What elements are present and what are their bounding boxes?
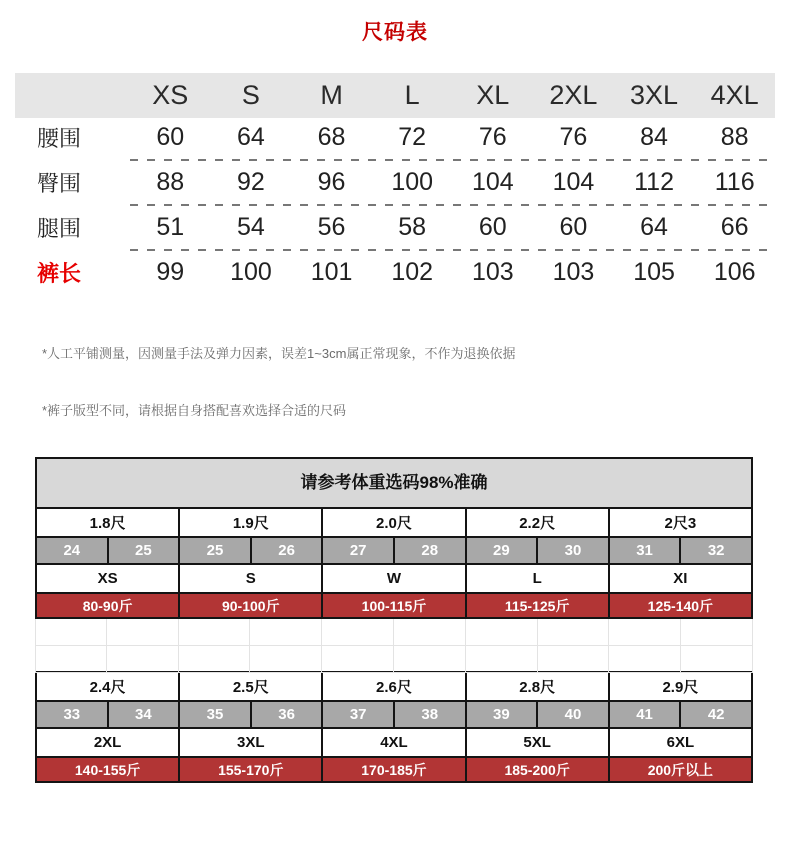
chi-size-cell: 2尺3 xyxy=(609,508,752,537)
size-value-cell: 56 xyxy=(317,212,346,241)
size-value-cell: 103 xyxy=(552,257,595,286)
chi-size-cell: 2.6尺 xyxy=(322,672,465,701)
size-column-header: S xyxy=(241,80,260,110)
inch-size-cell: 39 xyxy=(466,701,538,728)
weight-table-gap-grid xyxy=(35,619,753,673)
empty-grid-cell xyxy=(107,646,179,673)
weight-range-row xyxy=(36,757,752,782)
dashed-separator xyxy=(15,246,775,253)
empty-grid-cell xyxy=(466,646,538,673)
chi-size-cell: 2.9尺 xyxy=(609,672,752,701)
chi-size-cell: 2.5尺 xyxy=(179,672,322,701)
size-value-cell: 101 xyxy=(310,257,353,286)
empty-grid-cell xyxy=(609,619,681,646)
size-table-header-row xyxy=(15,73,775,118)
size-row-label: 裤长 xyxy=(37,260,82,286)
weight-block-large-sizes xyxy=(35,671,753,783)
note-measurement-tolerance: *人工平铺测量，因测量手法及弹力因素，误差1~3cm属正常现象，不作为退换依据 xyxy=(42,346,516,361)
size-table-row xyxy=(15,208,775,246)
chi-size-cell: 1.9尺 xyxy=(179,508,322,537)
size-column-header: 3XL xyxy=(630,80,679,110)
size-value-cell: 103 xyxy=(471,257,514,286)
weight-block-table xyxy=(35,671,753,783)
inch-size-cell: 25 xyxy=(108,537,180,564)
size-table-row xyxy=(15,163,775,201)
page-title: 尺码表 xyxy=(362,21,428,44)
size-value-cell: 112 xyxy=(634,167,674,196)
size-value-cell: 116 xyxy=(714,167,755,196)
letter-size-cell: XI xyxy=(609,564,752,593)
size-value-cell: 64 xyxy=(640,212,668,241)
size-value-cell: 104 xyxy=(552,167,595,196)
letter-size-cell: 5XL xyxy=(466,728,609,757)
empty-grid-cell xyxy=(250,646,322,673)
weight-range-cell: 140-155斤 xyxy=(36,757,179,782)
size-value-cell: 105 xyxy=(633,257,675,286)
size-value-cell: 84 xyxy=(640,122,668,151)
letter-size-cell: S xyxy=(179,564,322,593)
empty-grid-cell xyxy=(394,646,466,673)
empty-grid-cell xyxy=(35,646,107,673)
size-table-row xyxy=(15,118,775,156)
empty-grid-cell xyxy=(466,619,538,646)
inch-size-cell: 27 xyxy=(322,537,394,564)
weight-range-cell: 80-90斤 xyxy=(36,593,179,618)
inch-size-cell: 40 xyxy=(537,701,609,728)
size-row-label: 腿围 xyxy=(37,215,82,241)
letter-size-cell: XS xyxy=(36,564,179,593)
inch-size-cell: 41 xyxy=(609,701,681,728)
letter-size-cell: 4XL xyxy=(322,728,465,757)
size-column-header: M xyxy=(320,80,343,110)
chi-size-cell: 2.2尺 xyxy=(466,508,609,537)
size-value-cell: 64 xyxy=(237,122,265,151)
weight-block-table xyxy=(35,507,753,619)
dashed-separator xyxy=(15,156,775,163)
size-table-corner-cell xyxy=(15,73,130,118)
notes-section xyxy=(42,343,790,419)
inch-size-cell: 26 xyxy=(251,537,323,564)
empty-grid-cell xyxy=(179,619,251,646)
size-value-cell: 100 xyxy=(391,167,434,196)
inch-size-cell: 34 xyxy=(108,701,180,728)
size-value-cell: 96 xyxy=(317,167,346,196)
weight-range-row xyxy=(36,593,752,618)
inch-size-cell: 31 xyxy=(609,537,681,564)
size-column-header: 2XL xyxy=(549,80,598,110)
empty-grid-cell xyxy=(250,619,322,646)
weight-range-cell: 125-140斤 xyxy=(609,593,752,618)
size-column-header: XS xyxy=(152,80,189,110)
empty-grid-cell xyxy=(107,619,179,646)
inch-size-row xyxy=(36,537,752,564)
size-column-header: 4XL xyxy=(710,80,759,110)
weight-range-cell: 200斤以上 xyxy=(609,757,752,782)
empty-grid-cell xyxy=(538,619,610,646)
size-value-cell: 106 xyxy=(713,257,756,286)
weight-block-small-sizes xyxy=(35,507,753,619)
weight-range-cell: 185-200斤 xyxy=(466,757,609,782)
empty-grid-cell xyxy=(538,646,610,673)
size-value-cell: 51 xyxy=(156,212,185,241)
letter-size-cell: 6XL xyxy=(609,728,752,757)
weight-range-cell: 100-115斤 xyxy=(322,593,465,618)
size-value-cell: 68 xyxy=(317,122,346,151)
size-chart-page xyxy=(0,16,790,783)
weight-range-cell: 155-170斤 xyxy=(179,757,322,782)
inch-size-row xyxy=(36,701,752,728)
size-value-cell: 102 xyxy=(391,257,434,286)
inch-size-cell: 29 xyxy=(466,537,538,564)
weight-range-cell: 90-100斤 xyxy=(179,593,322,618)
size-value-cell: 66 xyxy=(720,212,749,241)
empty-grid-cell xyxy=(322,646,394,673)
empty-grid-cell xyxy=(609,646,681,673)
inch-size-cell: 42 xyxy=(680,701,752,728)
size-value-cell: 92 xyxy=(237,167,265,196)
inch-size-cell: 32 xyxy=(680,537,752,564)
chi-size-cell: 2.4尺 xyxy=(36,672,179,701)
size-column-header: L xyxy=(404,80,420,110)
chi-size-row xyxy=(36,508,752,537)
note-fit-advice: *裤子版型不同，请根据自身搭配喜欢选择合适的尺码 xyxy=(42,403,347,418)
letter-size-cell: W xyxy=(322,564,465,593)
empty-grid-cell xyxy=(35,619,107,646)
inch-size-cell: 35 xyxy=(179,701,251,728)
size-value-cell: 60 xyxy=(559,212,588,241)
inch-size-cell: 36 xyxy=(251,701,323,728)
inch-size-cell: 25 xyxy=(179,537,251,564)
size-value-cell: 58 xyxy=(398,212,427,241)
chi-size-cell: 1.8尺 xyxy=(36,508,179,537)
size-value-cell: 76 xyxy=(559,122,588,151)
chi-size-cell: 2.0尺 xyxy=(322,508,465,537)
letter-size-row xyxy=(36,728,752,757)
letter-size-cell: 3XL xyxy=(179,728,322,757)
empty-grid-cell xyxy=(681,646,753,673)
empty-grid-cell xyxy=(179,646,251,673)
letter-size-cell: 2XL xyxy=(36,728,179,757)
size-value-cell: 60 xyxy=(156,122,185,151)
size-column-header: XL xyxy=(476,80,510,110)
size-value-cell: 104 xyxy=(471,167,514,196)
size-row-label: 腰围 xyxy=(37,125,82,151)
size-value-cell: 100 xyxy=(230,257,272,286)
dashed-separator xyxy=(15,201,775,208)
letter-size-cell: L xyxy=(466,564,609,593)
empty-grid-cell xyxy=(681,619,753,646)
inch-size-cell: 24 xyxy=(36,537,108,564)
chi-size-cell: 2.8尺 xyxy=(466,672,609,701)
inch-size-cell: 33 xyxy=(36,701,108,728)
inch-size-cell: 30 xyxy=(537,537,609,564)
size-value-cell: 88 xyxy=(156,167,185,196)
size-value-cell: 60 xyxy=(478,212,507,241)
size-value-cell: 76 xyxy=(478,122,507,151)
letter-size-row xyxy=(36,564,752,593)
size-value-cell: 99 xyxy=(156,257,185,286)
weight-size-table xyxy=(35,457,753,783)
inch-size-cell: 28 xyxy=(394,537,466,564)
empty-grid-cell xyxy=(322,619,394,646)
size-value-cell: 54 xyxy=(237,212,265,241)
size-row-label: 臀围 xyxy=(37,170,82,196)
size-table xyxy=(15,73,775,291)
weight-table-title: 请参考体重选码98%准确 xyxy=(35,457,753,509)
size-value-cell: 88 xyxy=(720,122,749,151)
size-value-cell: 72 xyxy=(398,122,427,151)
weight-range-cell: 170-185斤 xyxy=(322,757,465,782)
inch-size-cell: 38 xyxy=(394,701,466,728)
empty-grid-cell xyxy=(394,619,466,646)
chi-size-row xyxy=(36,672,752,701)
size-table-row xyxy=(15,253,775,291)
inch-size-cell: 37 xyxy=(322,701,394,728)
weight-range-cell: 115-125斤 xyxy=(466,593,609,618)
